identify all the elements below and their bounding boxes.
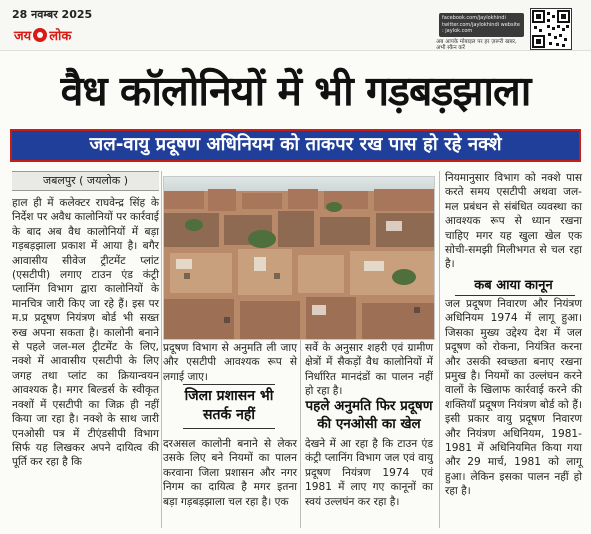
headline: वैध कॉलोनियों में भी गड़बड़झाला <box>60 67 531 115</box>
paragraph: नियमानुसार विभाग को नक्शे पास करते समय एसटीपी अथवा जल-मल प्रबंधन से संबंधित व्यवस्था का आवश्यक रूप से ध्यान रखना चाहिए मगर यह खुला खेल एक सोची-समझी मिलीभगत से चल रहा है। <box>445 172 582 271</box>
issue-date: 28 नवम्बर 2025 <box>12 8 93 21</box>
article-column-3-bottom <box>305 437 433 509</box>
subhead-rule <box>455 295 575 296</box>
article-column-2-bottom <box>163 437 297 509</box>
colony-aerial-photo <box>163 176 435 340</box>
article-column-1 <box>12 196 159 470</box>
paragraph: देखने में आ रहा है कि टाउन एंड कंट्री प्लानिंग विभाग जल एवं वायु प्रदूषण नियंत्रण 1974 एवं 1981 में लाए गए कानूनों का स्वयं उल्लघंन कर रहा है। <box>305 438 433 508</box>
logo-circle-icon <box>33 28 47 42</box>
article-column-4-bottom <box>445 297 582 499</box>
paragraph: जल प्रदूषण निवारण और नियंत्रण अधिनियम 1974 में लागू हुआ। जिसका मुख्य उद्देश्य देश में जल प्रदूषण को रोकना, नियंत्रित करना और उसकी स्वच्छता बनाए रखना प्रमुख है। नियमों का उल्लंघन करने वालों के खिलाफ कार्रवाई करने की शक्तियाँ प्रदूषण नियंत्रण बोर्ड को हैं। इसी प्रकार वायु प्रदूषण निवारण और नियंत्रण अधिनियम, 1981-1981 में अधिनियमित किया गया और 29 मार्च, 1981 को लागू हुआ। लेकिन इसका पालन नहीं हो रहा है। <box>445 298 582 498</box>
subheading-district-admin: जिला प्रशासन भी सतर्क नहीं <box>184 388 274 423</box>
subhead-rule-bottom <box>183 428 275 429</box>
article-column-3-top <box>305 341 433 399</box>
column-divider <box>161 171 162 528</box>
article-column-2-top <box>163 341 297 384</box>
sub-headline-banner: जल-वायु प्रदूषण अधिनियम को ताकपर रख पास हो रहे नक्शे <box>10 129 581 162</box>
dateline: जबलपुर ( जयलोक ) <box>12 171 159 191</box>
qr-promo-text: अब आपके मोबाइल पर हर ज़रूरी खबर, अभी स्कैन करें <box>436 39 517 51</box>
paragraph: सर्वे के अनुसार शहरी एवं ग्रामीण क्षेत्रों में सैकड़ों वैध कालोनियों में निर्धारित मानदंडों का पालन नहीं हो रहा है। <box>305 342 433 398</box>
article-column-4-top <box>445 171 582 272</box>
subheading-noc-game: पहले अनुमति फिर प्रदूषण की एनओसी का खेल <box>305 398 433 432</box>
paragraph: दरअसल कालोनी बनाने से लेकर उसके लिए बने नियमों का पालन करवाना जिला प्रशासन और नगर निगम का दायित्व है मगर इतना बड़ा गड़बड़झाला चल रहा है। एक <box>163 438 297 508</box>
qr-code-icon[interactable] <box>530 8 572 50</box>
subhead-rule-top <box>183 384 275 385</box>
subheading-when-law-came: कब आया कानून <box>474 278 553 293</box>
column-divider <box>300 340 301 528</box>
column-divider <box>439 171 440 528</box>
social-links-box: facebook.com/jaylokhindi twitter.com/jaylokhindi website : jaylok.com <box>439 13 524 37</box>
paragraph: प्रदूषण विभाग से अनुमति ली जाए और एसटीपी आवश्यक रूप से लगाई जाए। <box>163 342 297 383</box>
paragraph: हाल ही में कलेक्टर राघवेन्द्र सिंह के निर्देश पर अवैध कालोनियों पर कार्रवाई के बाद अब वैध कालोनियों में बड़ा गड़बड़झाला प्रकाश में आया है। बगैर आवासीय सीवेज ट्रीटमेंट प्लांट (एसटीपी) लगाए टाउन एंड कंट्री प्लानिंग विभाग द्वारा कालोनियों के मानचित्र जारी किए जा रहे हैं। इस पर म.प्र प्रदूषण नियंत्रण बोर्ड भी सख्त रुख अपना सकता है। कालोनी बनाने से पहले जल-मल ट्रीटमेंट के लिए, नक्शे में आवासीय एसटीपी के लिए जगह तथा प्लांट का क्रियान्वयन आवश्यक है। मगर बिल्डर्स के स्वीकृत नक्शों में एसटीपी का जिक्र ही नहीं किया जा रहा है। नक्शे के साथ जारी एनओसी पत्र में टीएंडसीपी विभाग सिर्फ यह लिखकर अपने दायित्व की पूर्ति कर रहा है कि <box>12 197 159 469</box>
newspaper-logo[interactable] <box>14 26 71 44</box>
logo-text-right: लोक <box>49 29 72 44</box>
logo-text-left: जय <box>14 29 32 44</box>
